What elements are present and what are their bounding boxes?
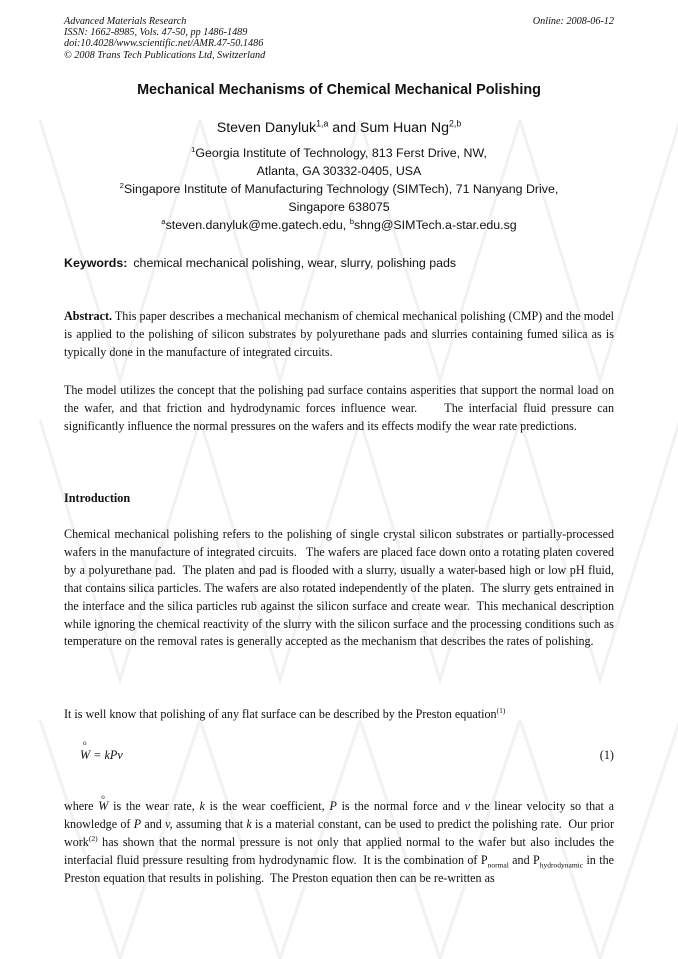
journal-header — [64, 16, 614, 61]
equation-number: (1) — [599, 748, 614, 762]
email-line — [0, 216, 678, 234]
affiliation-1-line1: Georgia Institute of Technology, 813 Ferst Drive, NW, — [195, 146, 487, 160]
wear-rate-symbol: o W — [80, 739, 91, 762]
author-line — [0, 120, 678, 136]
wear-rate-symbol-inline: o W — [98, 793, 109, 813]
issn-line: ISSN: 1662-8985, Vols. 47-50, pp 1486-1489 — [64, 27, 248, 39]
keywords-label: Keywords: — [64, 256, 128, 270]
introduction-heading: Introduction — [64, 491, 131, 505]
author-1: Steven Danyluk — [216, 120, 317, 136]
author-and: and — [328, 120, 360, 136]
dot-accent: o — [83, 739, 87, 747]
email-b-sup: b — [349, 216, 354, 226]
keywords — [64, 256, 456, 270]
email-b[interactable]: shng@SIMTech.a-star.edu.sg — [353, 218, 517, 232]
keywords-text: chemical mechanical polishing, wear, slurry, polishing pads — [133, 256, 457, 270]
email-separator: , — [342, 218, 350, 232]
affiliation-1-sup: 1 — [191, 144, 196, 154]
reference-1: (1) — [496, 705, 506, 715]
doi-line: doi:10.4028/www.scientific.net/AMR.47-50.1486 — [64, 38, 264, 50]
affiliation-2-sup: 2 — [119, 180, 124, 190]
abstract-paragraph-2: The model utilizes the concept that the polishing pad surface contains asperities that support the normal load on the wafer, and that friction and hydrodynamic forces influence wear. The interfacial fluid pressure can significantly influence the normal pressures on the wafers and its effects modify the wear rate predictions. — [64, 383, 618, 433]
paper-title: Mechanical Mechanisms of Chemical Mechanical Polishing — [137, 82, 541, 98]
online-date: Online: 2008-06-12 — [532, 16, 614, 27]
preston-intro-text: It is well know that polishing of any flat surface can be described by the Preston equation — [64, 707, 497, 721]
abstract-paragraph-1 — [64, 308, 614, 362]
affiliation-1 — [0, 144, 678, 180]
affiliation-1-line2: Atlanta, GA 30332-0405, USA — [256, 164, 422, 178]
abstract-text: This paper describes a mechanical mechanism of chemical mechanical polishing (CMP) and the model is applied to the polishing of silicon substrates by polyurethane pads and slurries containing fumed silica as is typically done in the manufacture of integrated circuits. — [64, 309, 614, 359]
email-a-sup: a — [161, 216, 166, 226]
introduction-paragraph-2 — [64, 706, 614, 724]
affiliation-2-line2: Singapore 638075 — [288, 200, 390, 214]
affiliation-2-line1: Singapore Institute of Manufacturing Technology (SIMTech), 71 Nanyang Drive, — [123, 182, 559, 196]
author-1-sup: 1,a — [316, 118, 329, 129]
author-2-sup: 2,b — [449, 118, 462, 129]
equation-1 — [80, 739, 614, 763]
introduction-paragraph-1: Chemical mechanical polishing refers to the polishing of single crystal silicon substrates or partially-processed wafers in the manufacture of integrated circuits. The wafers are placed face down onto a rotating platen covered by a polyurethane pad. The platen and pad is flooded with a slurry, usually a water-based high or low pH fluid, that contains silica particles. The wafers are also rotated independently of the platen. The slurry gets entrained in the interface and the silica particles rub against the silicon surface and create wear. This mechanical description while ignoring the chemical reactivity of the slurry with the silicon surface and the processing conditions such as temperature on the removal rates is generally accepted as the mechanism that describes the rates of polishing. — [64, 527, 618, 649]
reference-2: (2) — [88, 833, 98, 843]
journal-name: Advanced Materials Research — [64, 16, 187, 27]
introduction-paragraph-3: where o W is the wear rate, k is the wear coefficient, P is the normal force and v the linear velocity so that a knowledge of P and v, assuming that k is a material constant, can be used to predict the polishing rate. Our prior work$^{(2)}$ has shown that the normal pressure is not only that applied normal to the wafer but also includes the interfacial fluid pressure resulting from hydrodynamic flow. It is the combination of $P_{normal}$ and $P_{hydrodynamic}$ in the Preston equation that results in polishing. The Preston equation then can be re-written as — [64, 793, 618, 885]
equation-rhs: = kPv — [90, 748, 123, 762]
abstract-label: Abstract. — [64, 309, 113, 323]
affiliation-2 — [0, 180, 678, 216]
email-a[interactable]: steven.danyluk@me.gatech.edu — [165, 218, 343, 232]
author-2: Sum Huan Ng — [359, 120, 450, 136]
copyright-line: © 2008 Trans Tech Publications Ltd, Switzerland — [64, 49, 266, 61]
